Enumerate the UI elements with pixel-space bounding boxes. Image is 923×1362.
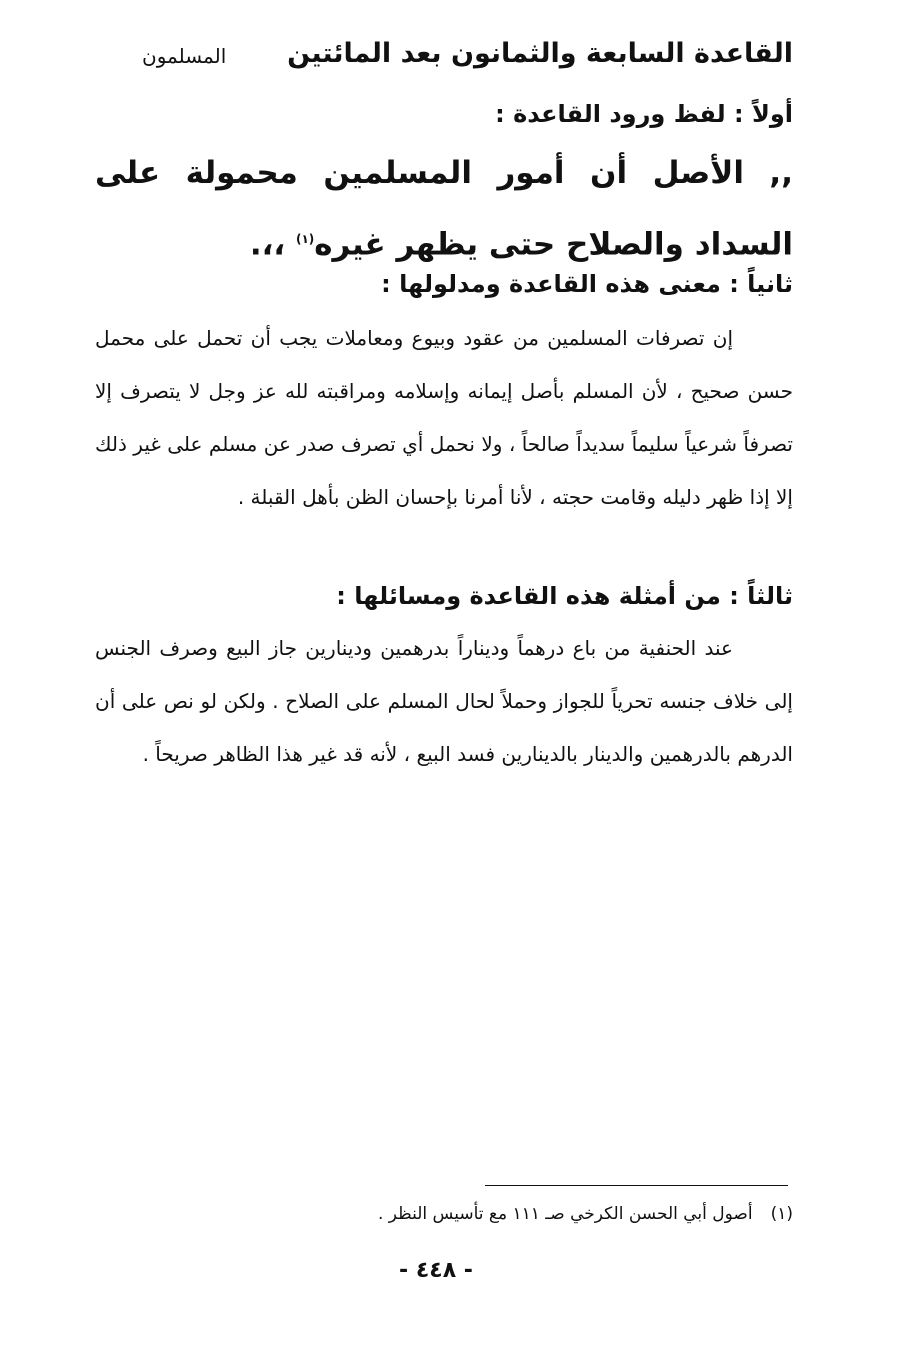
section-heading-wording: أولاً : لفظ ورود القاعدة : [495,100,793,128]
section-heading-meaning: ثانياً : معنى هذه القاعدة ومدلولها : [381,270,793,298]
running-header-book: المسلمون [142,44,227,68]
rule-statement [95,140,793,277]
examples-paragraph: عند الحنفية من باع درهماً وديناراً بدرهمين ودينارين جاز البيع وصرف الجنس إلى خلاف جنسه تحرياً للجواز وحملاً لحال المسلم على الصلاح . ولكن لو نص على أن الدرهم بالدرهمين والدينار بالدينارين فسد البيع ، لأنه قد غير هذا الظاهر صريحاً . [95,636,793,766]
footnote-reference[interactable]: (١) [295,232,315,246]
section-heading-examples: ثالثاً : من أمثلة هذه القاعدة ومسائلها : [336,582,793,610]
footnote-separator [485,1185,788,1186]
meaning-paragraph: إن تصرفات المسلمين من عقود وبيوع ومعاملات يجب أن تحمل على محمل حسن صحيح ، لأن المسلم بأصل إيمانه وإسلامه ومراقبته لله عز وجل لا يتصرف إلا تصرفاً شرعياً سليماً سديداً صالحاً ، ولا نحمل أي تصرف صدر عن مسلم على غير ذلك إلا إذا ظهر دليله وقامت حجته ، لأنا أمرنا بإحسان الظن بأهل القبلة . [95,326,793,509]
footnote-marker: (١) [770,1204,793,1224]
footnote-text: أصول أبي الحسن الكرخي صـ ١١١ مع تأسيس النظر . [377,1204,753,1224]
rule-statement-text: ,, الأصل أن أمور المسلمين محمولة على السداد والصلاح حتى يظهر غيره [95,155,793,263]
footnote [378,1204,793,1224]
rule-statement-close: ،،. [249,226,296,263]
running-header-title: القاعدة السابعة والثمانون بعد المائتين [287,38,793,69]
page-number: - ٤٤٨ - [399,1258,473,1283]
